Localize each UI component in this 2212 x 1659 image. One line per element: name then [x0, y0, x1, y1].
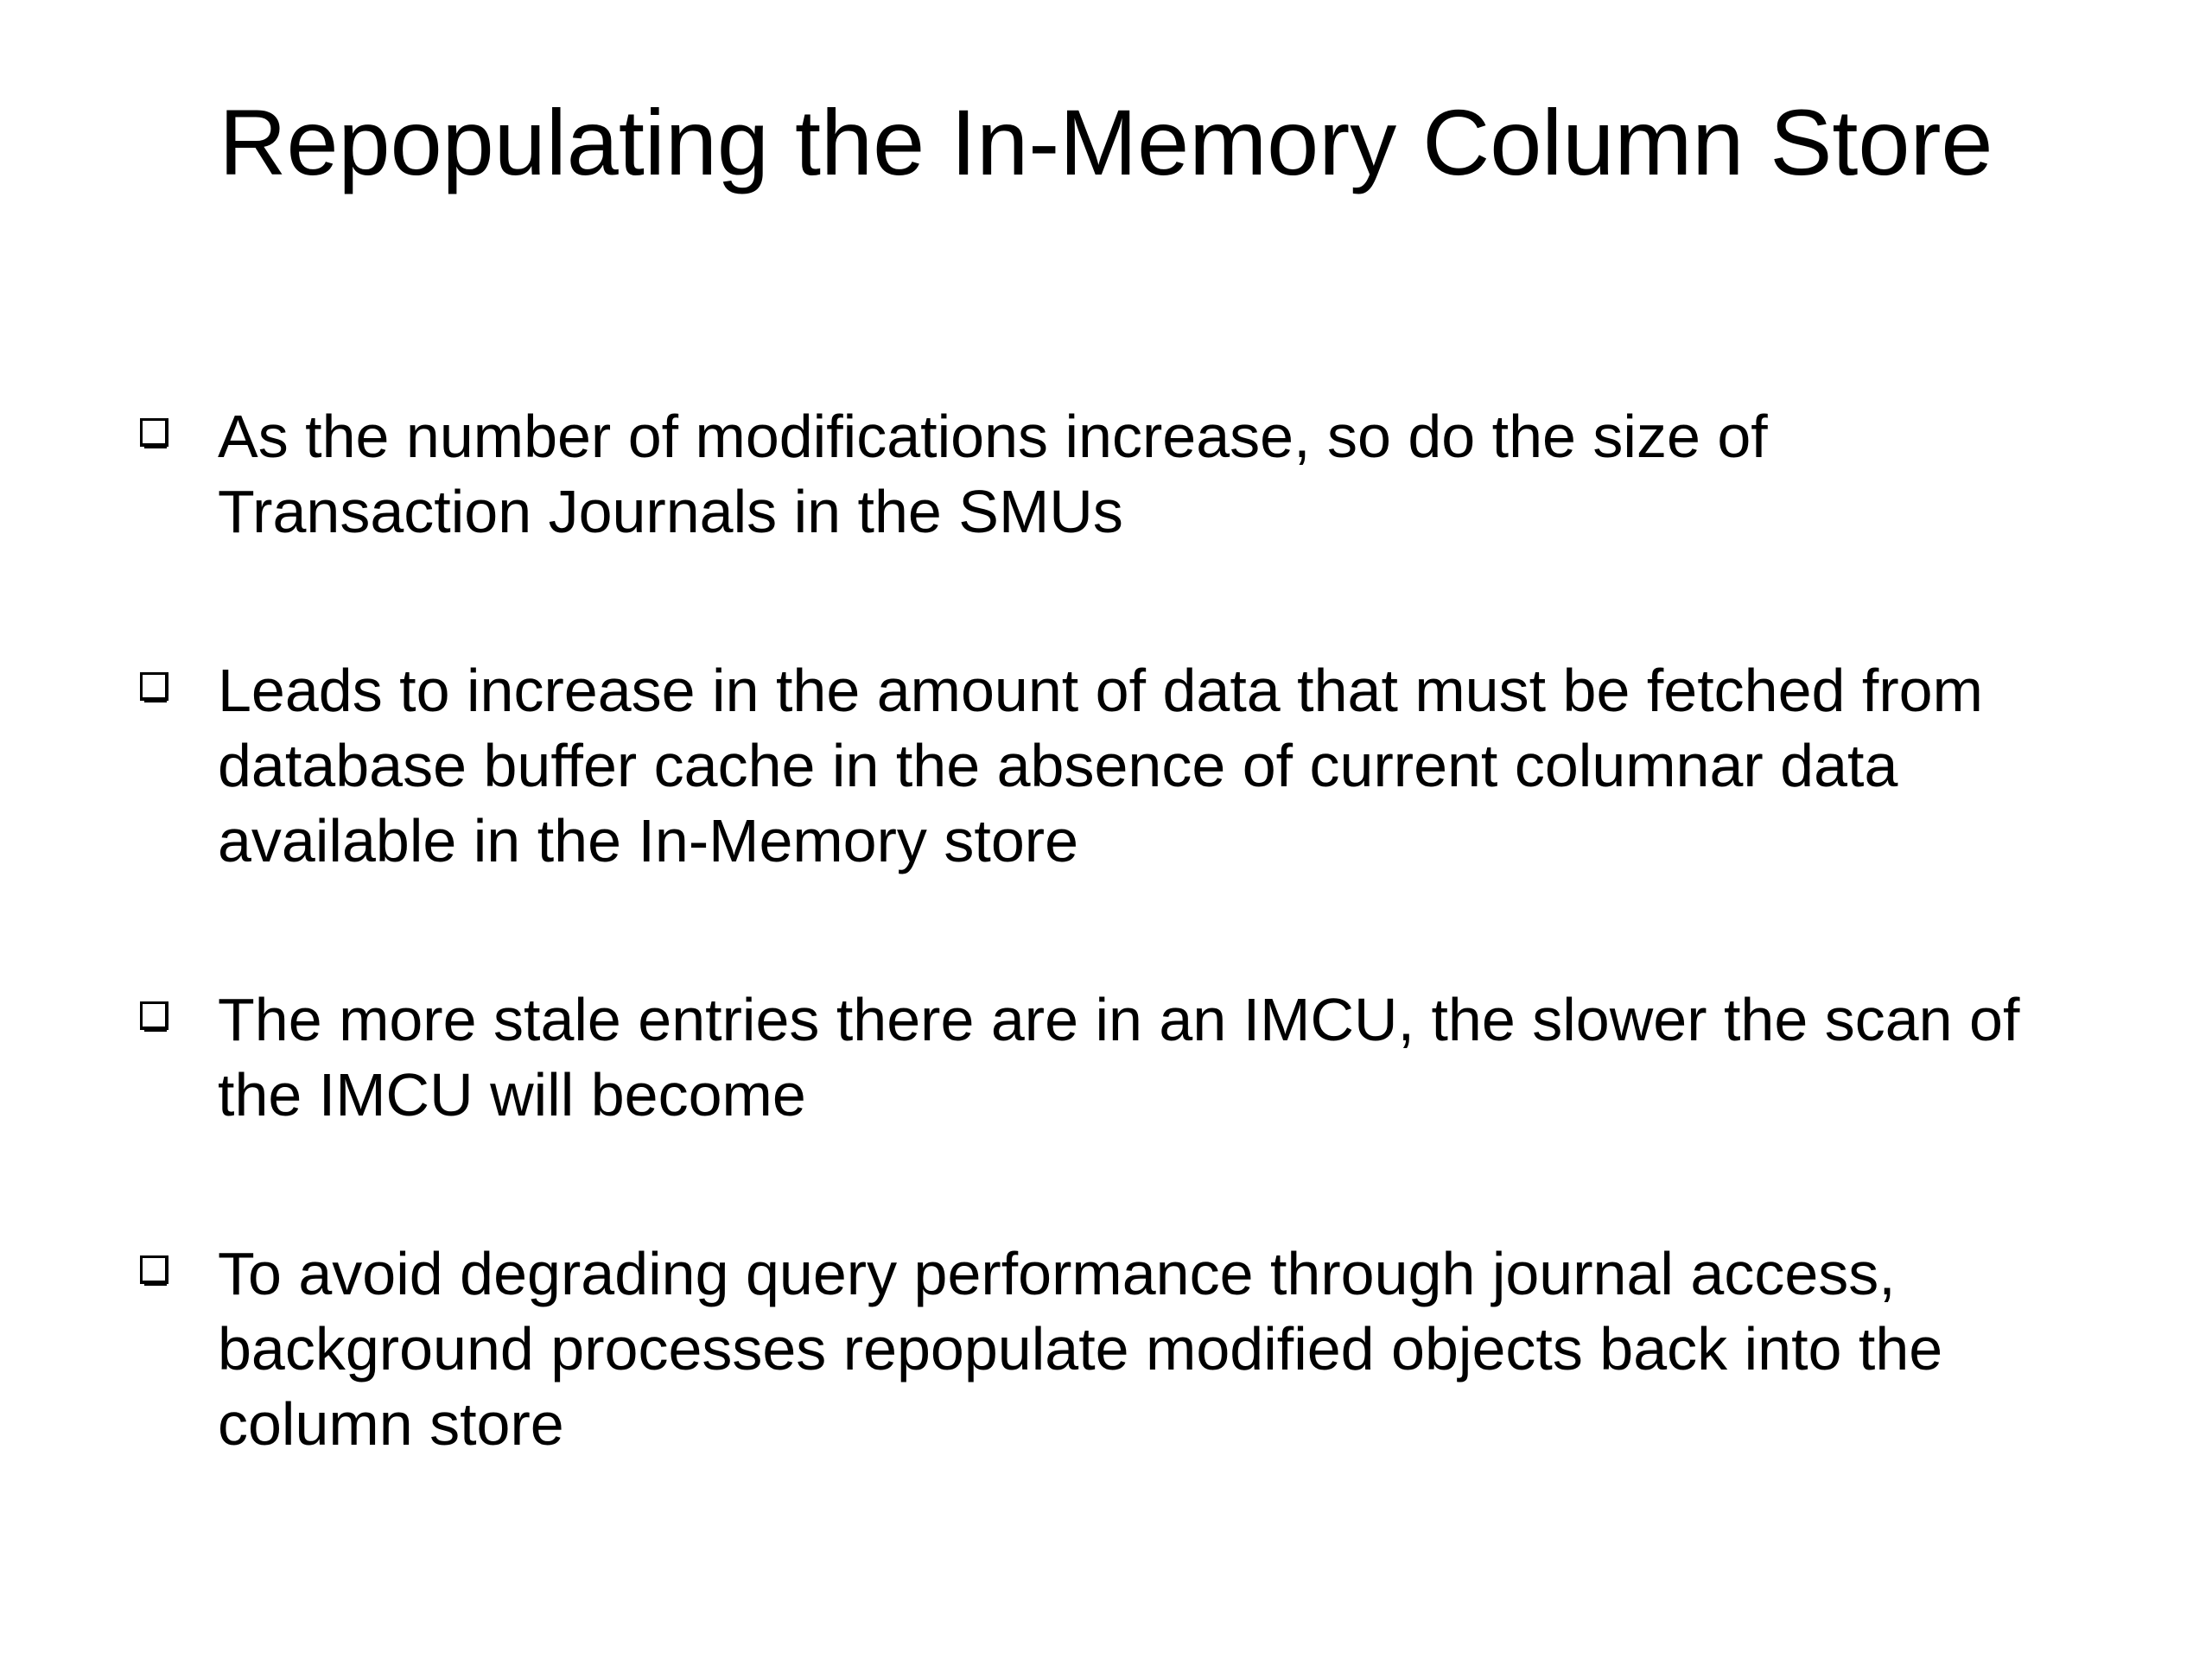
slide-title: Repopulating the In-Memory Column Store — [219, 90, 1993, 194]
bullet-line: database buffer cache in the absence of current columnar data — [218, 732, 1898, 799]
hollow-square-bullet-icon — [140, 672, 175, 707]
bullet-line: To avoid degrading query performance through journal access, — [218, 1240, 1896, 1307]
hollow-square-bullet-icon — [140, 1001, 175, 1036]
bullet-list — [138, 399, 2091, 1462]
bullet-item-2 — [138, 653, 2091, 879]
bullet-item-1 — [138, 399, 2091, 550]
bullet-line: Leads to increase in the amount of data that must be fetched from — [218, 657, 1983, 724]
bullet-line: Transaction Journals in the SMUs — [218, 478, 1123, 545]
bullet-line: background processes repopulate modified objects back into the — [218, 1315, 1943, 1382]
hollow-square-bullet-icon — [140, 1255, 175, 1290]
bullet-line: column store — [218, 1390, 564, 1458]
bullet-item-4 — [138, 1236, 2091, 1462]
bullet-line: the IMCU will become — [218, 1061, 806, 1128]
bullet-line: The more stale entries there are in an IMCU, the slower the scan of — [218, 986, 2020, 1053]
hollow-square-bullet-icon — [140, 418, 175, 453]
bullet-line: available in the In-Memory store — [218, 807, 1078, 874]
bullet-line: As the number of modifications increase, so do the size of — [218, 403, 1768, 470]
bullet-item-3 — [138, 982, 2091, 1133]
